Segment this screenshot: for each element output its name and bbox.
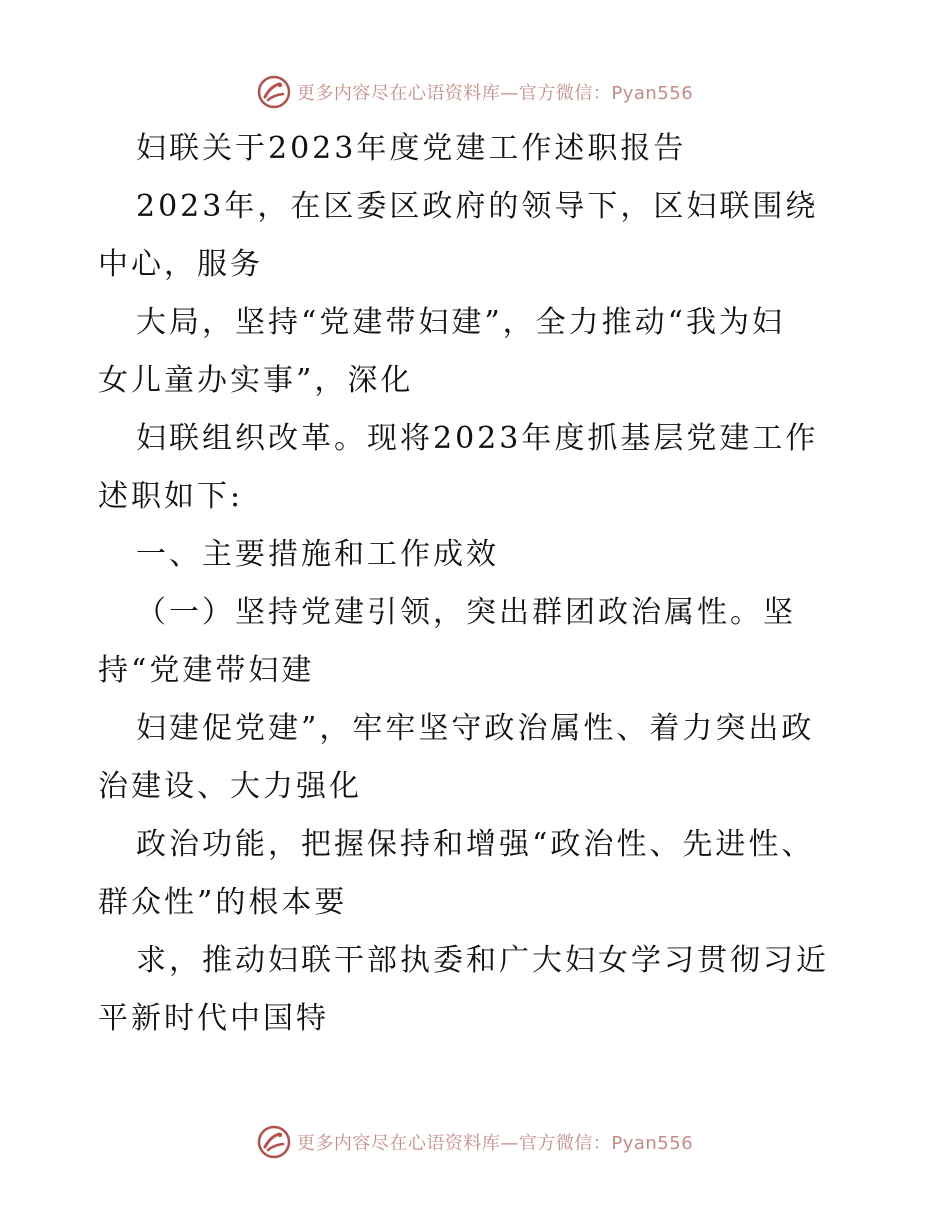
paragraph-line: 治建设、大力强化 [98, 769, 362, 804]
book-pen-logo-icon [257, 1125, 291, 1159]
paragraph-line: 大局，坚持“党建带妇建”，全力推动“我为妇 [136, 305, 786, 340]
paragraph-line: 平新时代中国特 [98, 1001, 329, 1036]
watermark-text: 更多内容尽在心语资料库—官方微信：Pyan556 [296, 83, 694, 104]
paragraph-line: 述职如下: [98, 479, 244, 514]
subsection-heading: （一）坚持党建引领，突出群团政治属性。坚 [136, 595, 796, 630]
paragraph-line: 2023年，在区委区政府的领导下，区妇联围绕 [136, 189, 819, 224]
paragraph-line: 求，推动妇联干部执委和广大妇女学习贯彻习近 [136, 943, 829, 978]
paragraph-line: 政治功能，把握保持和增强“政治性、先进性、 [136, 827, 815, 862]
paragraph-line: 中心，服务 [98, 247, 263, 282]
document-body [98, 120, 868, 1048]
paragraph-line: 妇建促党建”，牢牢坚守政治属性、着力突出政 [136, 711, 815, 746]
paragraph-line: 女儿童办实事”，深化 [98, 363, 414, 398]
watermark-text: 更多内容尽在心语资料库—官方微信：Pyan556 [296, 1133, 694, 1154]
paragraph-line: 持“党建带妇建 [98, 653, 315, 688]
header-watermark [0, 72, 950, 112]
document-title: 妇联关于2023年度党建工作述职报告 [136, 131, 687, 166]
footer-watermark [0, 1122, 950, 1162]
paragraph-line: 妇联组织改革。现将2023年度抓基层党建工作 [136, 421, 819, 456]
book-pen-logo-icon [257, 75, 291, 109]
paragraph-line: 群众性”的根本要 [98, 885, 348, 920]
section-heading: 一、主要措施和工作成效 [136, 537, 499, 572]
